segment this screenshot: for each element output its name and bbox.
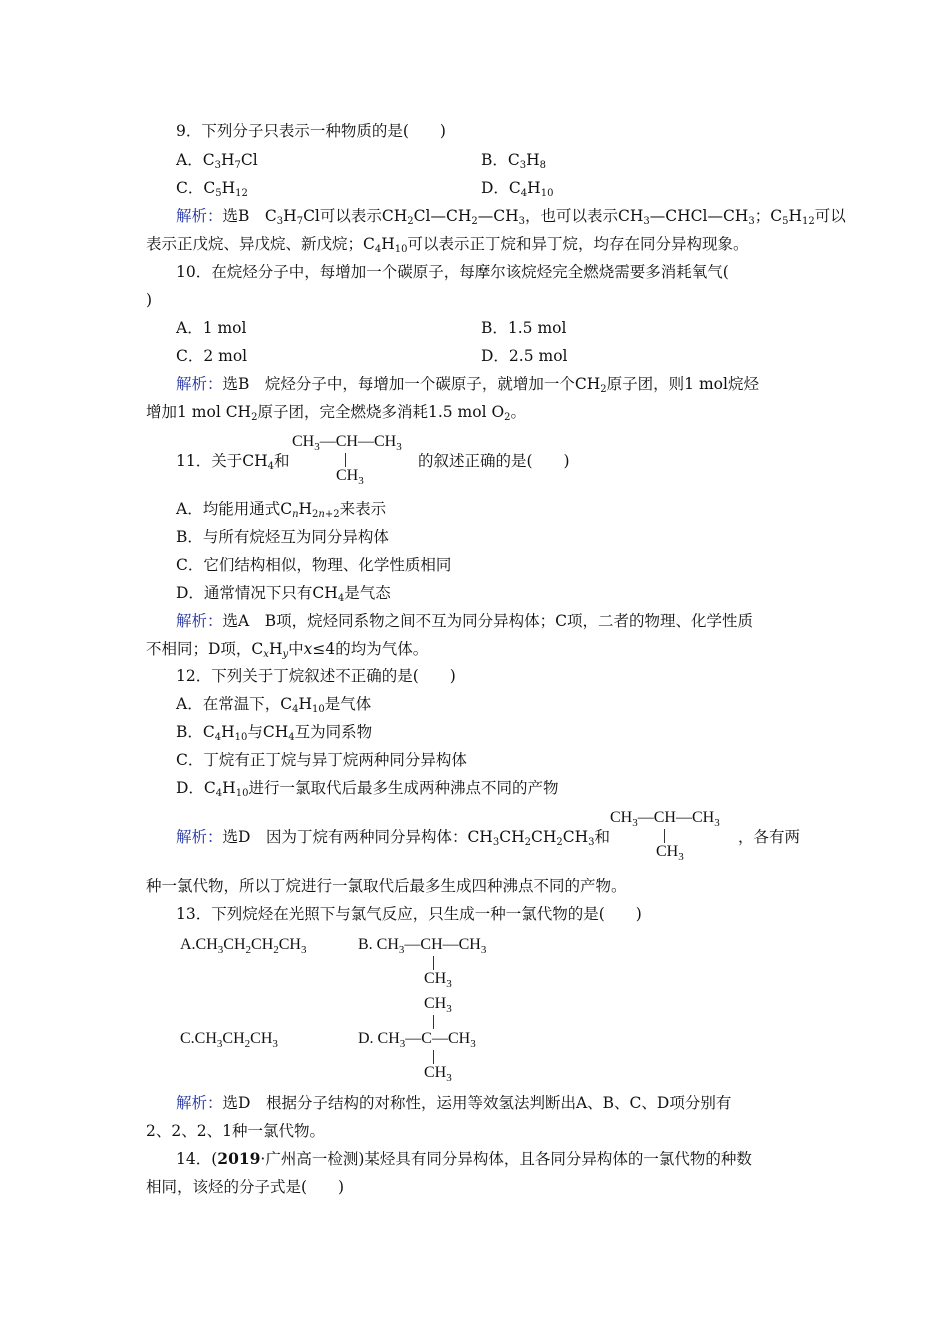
q14-stem-line1: 14．(2019·广州高一检测)某烃具有同分异构体，且各同分异构体的一氯代物的种数 — [176, 1149, 752, 1168]
q13-option-c: $C.CH_3CH_2CH_3$ — [180, 1030, 278, 1050]
q12-option-d: D．$C_4H_{10}$进行一氯取代后最多生成两种沸点不同的产物 — [176, 779, 559, 799]
q11-analysis-line1: 解析：选A B项，烷烃同系物之间不互为同分异构体；C项，二者的物理、化学性质 — [176, 612, 753, 630]
q11-option-d: D．通常情况下只有$CH_4$是气态 — [176, 584, 391, 604]
analysis-label: 解析： — [176, 612, 223, 630]
q12-analysis-line1a: 解析：选D 因为丁烷有两种同分异构体：$CH_3CH_2CH_2CH_3$和 — [176, 828, 611, 848]
q10-stem-line1: 10．在烷烃分子中，每增加一个碳原子，每摩尔该烷烃完全燃烧需要多消耗氧气( — [176, 263, 729, 281]
q13-analysis-line1: 解析：选D 根据分子结构的对称性，运用等效氢法判断出A、B、C、D项分别有 — [176, 1094, 732, 1112]
q12-stem: 12．下列关于丁烷叙述不正确的是( ) — [176, 667, 456, 685]
q14-stem-line2: 相同，该烃的分子式是( ) — [146, 1178, 345, 1196]
q12-option-b: B．$C_4H_{10}$与$CH_4$互为同系物 — [176, 723, 373, 743]
q11-stem-post: 的叙述正确的是( ) — [418, 452, 570, 470]
q13-analysis-line2: 2、2、2、1种一氯代物。 — [146, 1122, 325, 1140]
q11-analysis-line2: 不相同；D项，$C_xH_y$中x≤4的均为气体。 — [146, 640, 429, 660]
q12-analysis-line2: 种一氯代物，所以丁烷进行一氯取代后最多生成四种沸点不同的产物。 — [146, 877, 627, 895]
q13-option-b-branch: $CH_3$ — [424, 970, 452, 990]
q11-isobutane-main-chain: $CH_3—CH—CH_3$ — [292, 433, 402, 453]
analysis-label: 解析： — [176, 1094, 223, 1112]
q12-isobutane-main-chain: $CH_3—CH—CH_3$ — [610, 809, 720, 829]
q12-analysis-line1b: ，各有两 — [738, 828, 801, 846]
q9-analysis-line1: 解析：选B $C_3H_7Cl$可以表示$CH_2Cl—CH_2—CH_3$，也可以表示$CH_3—CHCl—CH_3$；$C_5H_{12}$可以 — [176, 207, 846, 227]
q10-analysis-line2: 增加1 mol $CH_2$原子团，完全燃烧多消耗1.5 mol $O_2$。 — [146, 403, 527, 423]
q13-option-a: $A.CH_3CH_2CH_2CH_3$ — [180, 936, 307, 956]
q13-option-d-top-methyl: $CH_3$ — [424, 995, 452, 1015]
q10-option-b: B．1.5 mol — [481, 319, 567, 337]
q11-option-a: A．均能用通式$C_nH_{2n+2}$来表示 — [176, 500, 387, 520]
q10-analysis-line1: 解析：选B 烷烃分子中，每增加一个碳原子，就增加一个$CH_2$原子团，则1 mol烷烃 — [176, 375, 759, 395]
analysis-label: 解析： — [176, 828, 223, 846]
q13-option-b-bond — [433, 956, 434, 970]
analysis-label: 解析： — [176, 375, 223, 393]
q13-option-b-main-chain: B. $CH_3—CH—CH_3$ — [358, 936, 487, 956]
q9-option-c: C．$C_5H_{12}$ — [176, 179, 248, 199]
q12-bond-line — [664, 829, 665, 843]
q9-option-b: B．$C_3H_8$ — [481, 151, 547, 171]
q9-option-d: D．$C_4H_{10}$ — [481, 179, 554, 199]
q11-option-c: C．它们结构相似，物理、化学性质相同 — [176, 556, 452, 574]
q12-option-c: C．丁烷有正丁烷与异丁烷两种同分异构体 — [176, 751, 467, 769]
q11-isobutane-branch: $CH_3$ — [336, 467, 364, 487]
q13-option-d-top-bond — [433, 1015, 434, 1029]
q13-option-d-bottom-bond — [433, 1050, 434, 1064]
q13-option-d-main-chain: D. $CH_3—C—CH_3$ — [358, 1030, 476, 1050]
q13-stem: 13．下列烷烃在光照下与氯气反应，只生成一种一氯代物的是( ) — [176, 905, 642, 923]
q10-stem-line2: ) — [146, 291, 153, 309]
q10-option-a: A．1 mol — [176, 319, 247, 337]
q9-analysis-line2: 表示正戊烷、异戊烷、新戊烷；$C_4H_{10}$可以表示正丁烷和异丁烷，均存在同分异构现象。 — [146, 235, 749, 255]
q13-option-d-bottom-methyl: $CH_3$ — [424, 1064, 452, 1084]
q11-stem-pre: 11．关于$CH_4$和 — [176, 452, 290, 472]
q12-isobutane-branch: $CH_3$ — [656, 843, 684, 863]
q10-option-d: D．2.5 mol — [481, 347, 568, 365]
q11-bond-line — [345, 453, 346, 467]
analysis-label: 解析： — [176, 207, 223, 225]
q11-option-b: B．与所有烷烃互为同分异构体 — [176, 528, 389, 546]
q9-stem: 9．下列分子只表示一种物质的是( ) — [176, 122, 446, 140]
q12-option-a: A．在常温下，$C_4H_{10}$是气体 — [176, 695, 372, 715]
q9-option-a: A．$C_3H_7Cl$ — [176, 151, 258, 171]
q10-option-c: C．2 mol — [176, 347, 248, 365]
